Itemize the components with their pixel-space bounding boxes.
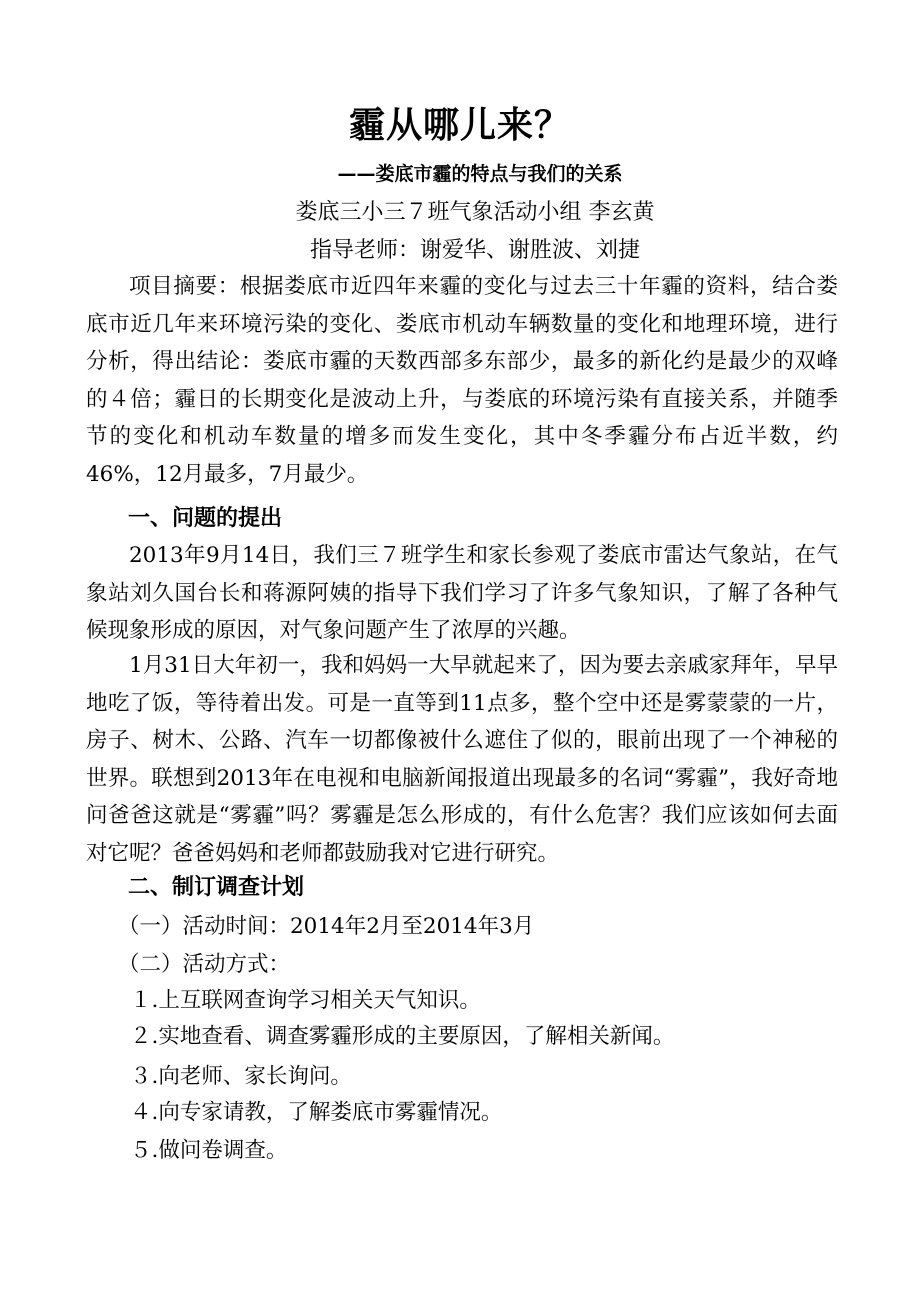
abstract-paragraph — [86, 268, 838, 493]
activity-time: （一）活动时间：2014年2月至2014年3月 — [118, 914, 535, 939]
list-item: ５.做问卷调查。 — [130, 1138, 288, 1163]
section1-paragraph-2 — [86, 647, 838, 872]
abstract-text: 项目摘要：根据娄底市近四年来霾的变化与过去三十年霾的资料，结合娄底市近几年来环境污染的变化、娄底市机动车辆数量的变化和地理环境，进行分析，得出结论：娄底市霾的天数西部多东部少，最多的新化约是最少的双峰的４倍；霾日的长期变化是波动上升，与娄底的环境污染有直接关系，并随季节的变化和机动车数量的增多而发生变化，其中冬季霾分布占近半数，约46%，12月最多，7月最少。 — [86, 274, 838, 487]
document-subtitle: ——娄底市霾的特点与我们的关系 — [337, 163, 623, 185]
list-item: ３.向老师、家长询问。 — [130, 1064, 352, 1089]
section1-paragraph-1 — [86, 537, 838, 650]
section-heading-problem: 一、问题的提出 — [128, 506, 283, 531]
teacher-line: 指导老师：谢爱华、谢胜波、刘捷 — [309, 238, 640, 263]
list-item: １.上互联网查询学习相关天气知识。 — [130, 988, 481, 1013]
author-line: 娄底三小三７班气象活动小组 李玄黄 — [295, 200, 655, 225]
list-item: ２.实地查看、调查雾霾形成的主要原因，了解相关新闻。 — [130, 1024, 675, 1049]
list-item: ４.向专家请教，了解娄底市雾霾情况。 — [130, 1100, 503, 1125]
paragraph-text: 2013年9月14日，我们三７班学生和家长参观了娄底市雷达气象站，在气象站刘久国台长和蒋源阿姨的指导下我们学习了许多气象知识，了解了各种气候现象形成的原因，对气象问题产生了浓厚的兴趣。 — [86, 543, 838, 643]
paragraph-text: 1月31日大年初一，我和妈妈一大早就起来了，因为要去亲戚家拜年，早早地吃了饭，等待着出发。可是一直等到11点多，整个空中还是雾蒙蒙的一片，房子、树木、公路、汽车一切都像被什么遮住了似的，眼前出现了一个神秘的世界。联想到2013年在电视和电脑新闻报道出现最多的名词“雾霾”，我好奇地问爸爸这就是“雾霾”吗？雾霾是怎么形成的，有什么危害？我们应该如何去面对它呢？爸爸妈妈和老师都鼓励我对它进行研究。 — [86, 653, 838, 866]
activity-methods-label: （二）活动方式： — [118, 952, 291, 977]
section-heading-plan: 二、制订调查计划 — [128, 875, 305, 900]
document-title: 霾从哪儿来？ — [348, 105, 571, 146]
